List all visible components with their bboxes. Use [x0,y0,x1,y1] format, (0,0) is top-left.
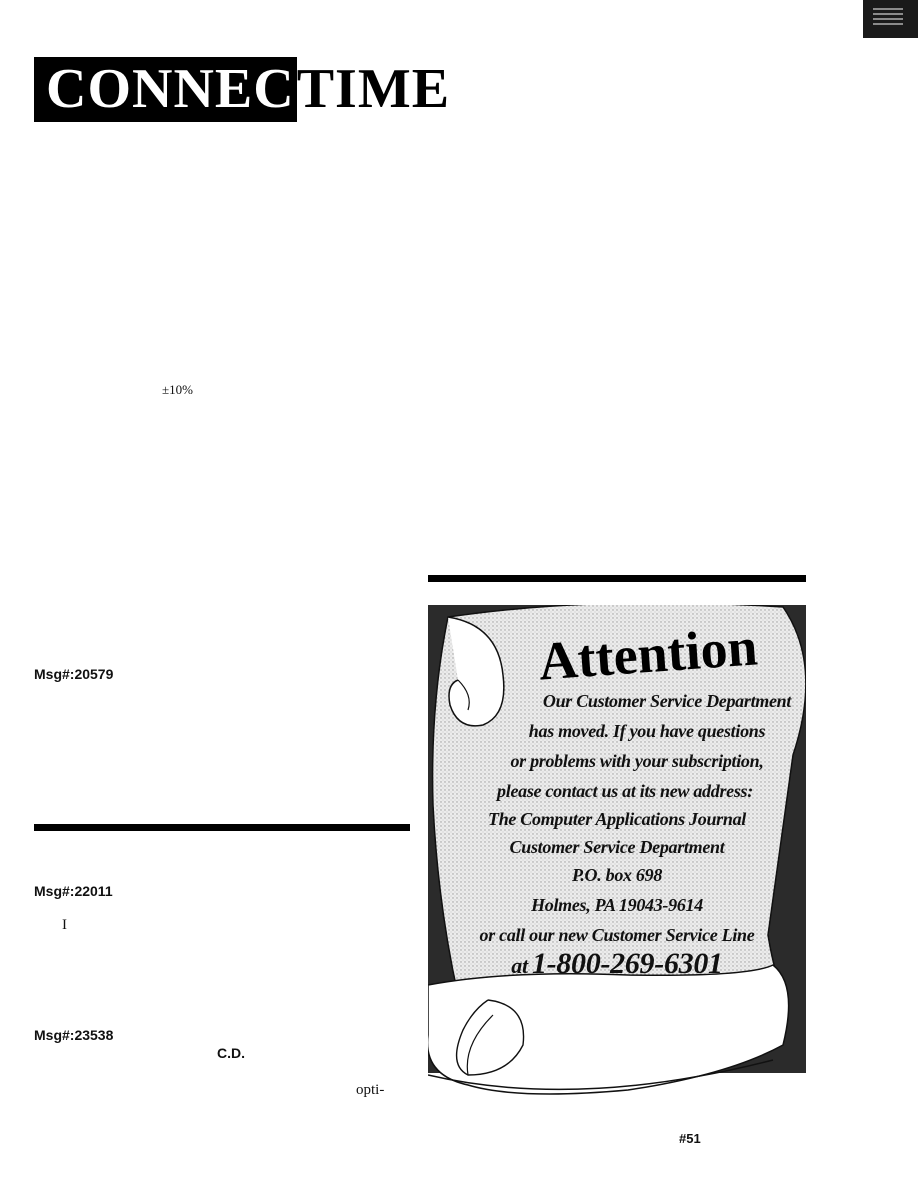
tolerance-text: ±10% [162,382,193,397]
message-id-2: Msg#:22011 [34,883,113,899]
message-id-3: Msg#:23538 [34,1027,114,1043]
masthead-title [34,57,450,122]
hyphenated-fragment: opti- [356,1082,385,1098]
ad-line-3: or problems with your subscription, [510,751,764,771]
section-divider-left [34,824,410,831]
ad-line-7: P.O. box 698 [571,865,663,885]
masthead-inverted-part: CONNEC [34,57,297,122]
page-number: #51 [679,1131,701,1146]
ad-line-2: has moved. If you have questions [528,721,766,741]
ad-title: Attention [536,616,760,692]
ad-line-5: The Computer Applications Journal [488,809,746,829]
ad-phone-prefix: at [511,953,528,978]
ad-line-9: or call our new Customer Service Line [479,925,755,945]
section-divider-right [428,575,806,582]
message-3-fragment: C.D. [217,1045,245,1061]
message-2-fragment: I [62,917,67,933]
message-id-1: Msg#:20579 [34,666,114,682]
ad-line-4: please contact us at its new address: [497,781,753,801]
ad-line-6: Customer Service Department [509,837,725,857]
ad-phone-line [428,947,856,981]
corner-logo-icon [863,0,918,38]
customer-service-ad [428,605,806,1100]
ad-phone-number: 1-800-269-6301 [531,947,723,980]
ad-line-1: Our Customer Service Department [542,691,792,711]
ad-line-8: Holmes, PA 19043-9614 [531,895,703,915]
masthead-plain-part: TIME [296,58,451,120]
